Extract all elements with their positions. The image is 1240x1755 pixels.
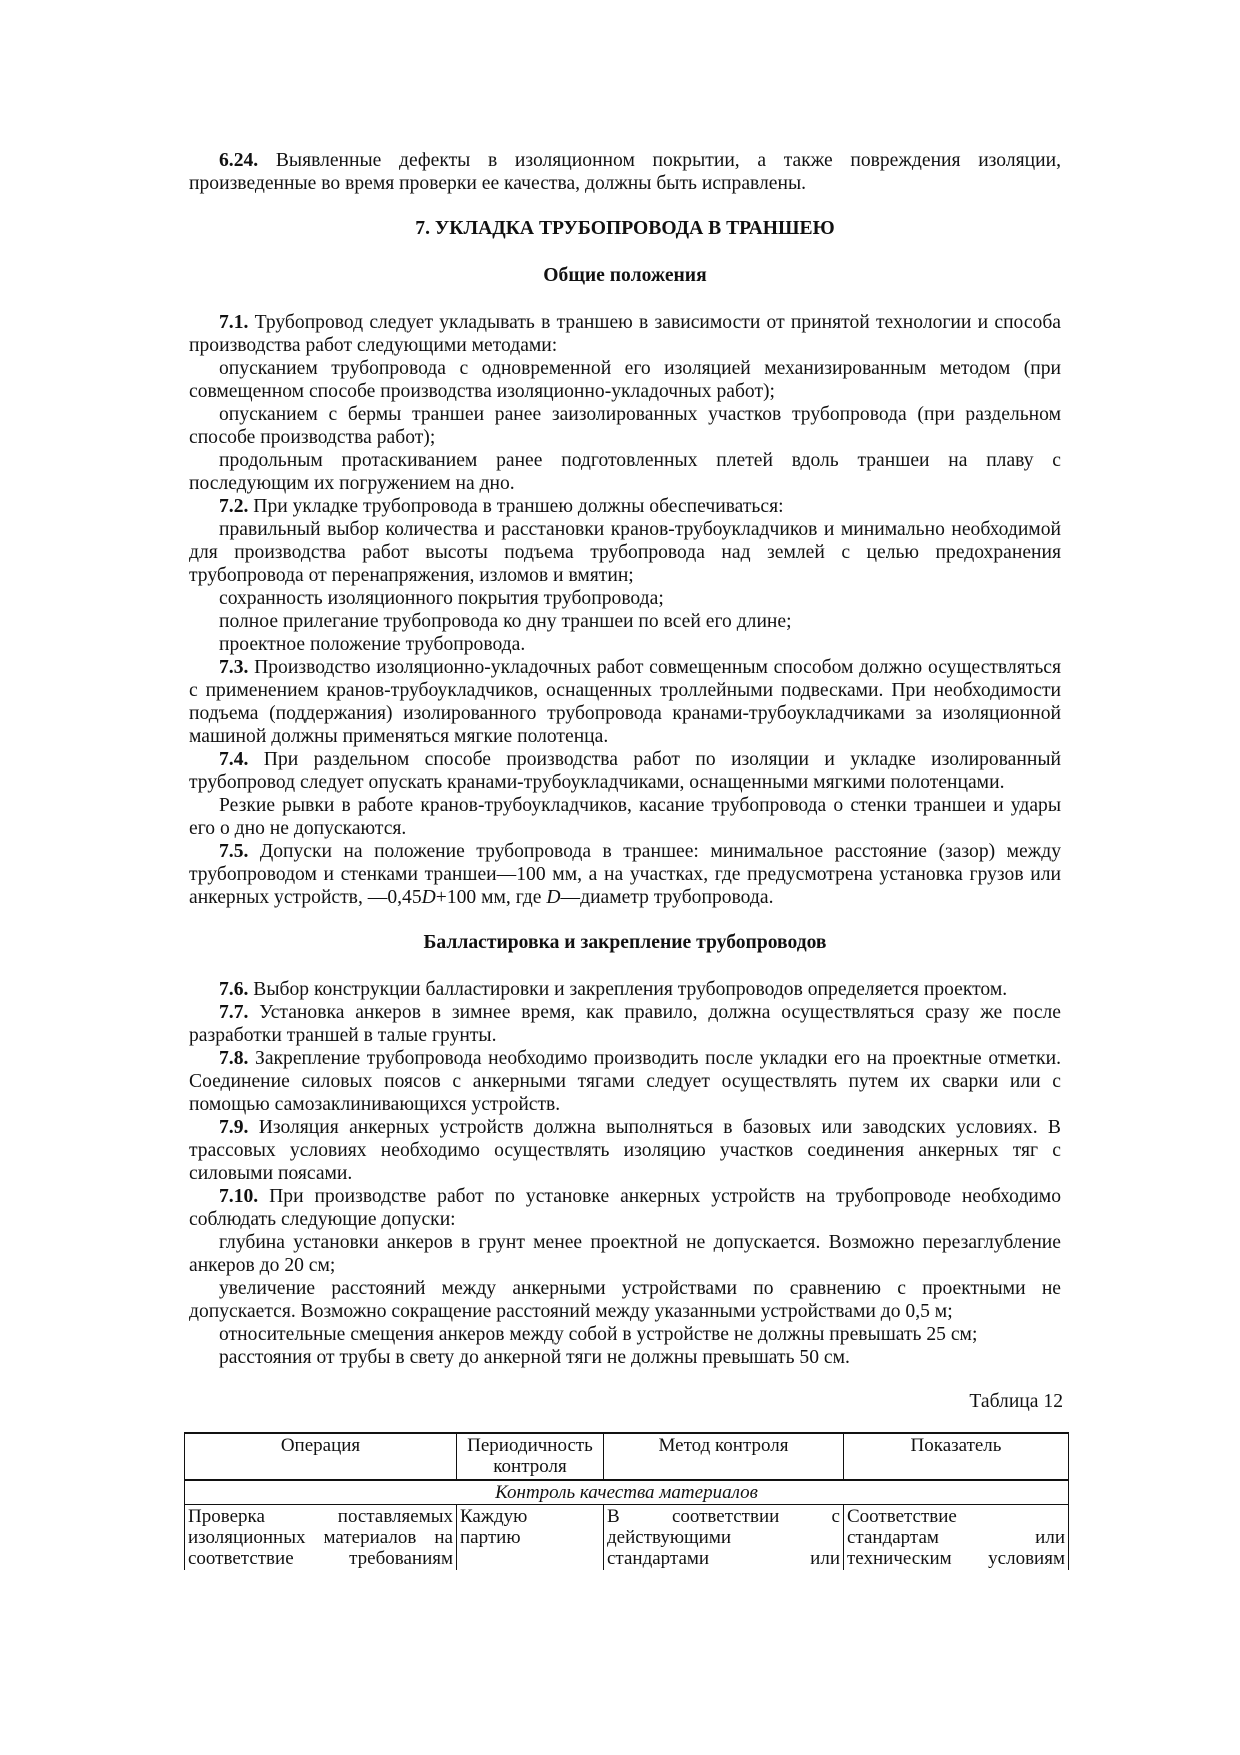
- clause-number: 7.1.: [219, 312, 249, 333]
- clause-text: Закрепление трубопровода необходимо производить после укладки его на проектные отметки. Соединение силовых поясов с анкерными тягами следует осуществлять путем их сварки или с помощью самозаклинивающихся устройств.: [189, 1048, 1061, 1115]
- clause-number: 7.6.: [219, 979, 249, 1000]
- list-item: продольным протаскиванием ранее подготовленных плетей вдоль траншеи на плаву с последующим их погружением на дно.: [189, 450, 1061, 494]
- cell-line: техническим условиям: [847, 1548, 1065, 1569]
- column-header: Периодичность контроля: [457, 1433, 604, 1480]
- section-7-title: 7. УКЛАДКА ТРУБОПРОВОДА В ТРАНШЕЮ: [415, 218, 835, 239]
- cell-line: действующими: [607, 1527, 732, 1548]
- list-item: Резкие рывки в работе кранов-трубоукладчиков, касание трубопровода о стенки траншеи и удары его о дно не допускаются.: [189, 795, 1061, 839]
- clause-text: Установка анкеров в зимнее время, как правило, должна осуществляться сразу же после разработки траншей в талые грунты.: [189, 1002, 1061, 1046]
- paragraph-7-2: [189, 495, 1061, 518]
- clause-text: Выбор конструкции балластировки и закрепления трубопроводов определяется проектом.: [248, 979, 1008, 1000]
- clause-text: Трубопровод следует укладывать в траншею в зависимости от принятой технологии и способа производства работ следующими методами:: [189, 312, 1061, 356]
- table-12: [184, 1432, 1069, 1570]
- cell-line: партию: [460, 1527, 521, 1548]
- subsection-ballast-title: Балластировка и закрепление трубопроводов: [423, 932, 827, 953]
- clause-number: 7.9.: [219, 1117, 249, 1138]
- clause-number: 7.5.: [219, 841, 249, 862]
- clause-text: —диаметр трубопровода.: [560, 887, 774, 908]
- clause-number: 6.24.: [219, 150, 259, 171]
- table-cell: [185, 1505, 457, 1571]
- cell-line: изоляционных материалов на: [188, 1527, 453, 1548]
- list-item: полное прилегание трубопровода ко дну траншеи по всей его длине;: [219, 611, 792, 632]
- paragraph-7-5: [189, 840, 1061, 909]
- list-item: расстояния от трубы в свету до анкерной тяги не должны превышать 50 см.: [219, 1347, 850, 1368]
- paragraph-6-24: [189, 149, 1061, 195]
- list-item: опусканием с бермы траншеи ранее заизолированных участков трубопровода (при раздельном способе производства работ);: [189, 404, 1061, 448]
- clause-text: Выявленные дефекты в изоляционном покрытии, а также повреждения изоляции, произведенные во время проверки ее качества, должны быть исправлены.: [189, 150, 1061, 194]
- cell-line: стандартам или: [847, 1527, 1065, 1548]
- clause-text: Допуски на положение трубопровода в траншее: минимальное расстояние (зазор) между трубопроводом и стенками траншеи—100 мм, а на участках, где предусмотрена установка грузов или анкерных устройств, —0,45: [189, 841, 1061, 908]
- column-header: Показатель: [844, 1433, 1069, 1480]
- column-header: Метод контроля: [604, 1433, 844, 1480]
- paragraph-7-4: [189, 748, 1061, 794]
- list-item: правильный выбор количества и расстановки кранов-трубоукладчиков и минимально необходимой для производства работ высоты подъема трубопровода над землей с целью предохранения трубопровода от перенапряжения, изломов и вмятин;: [189, 519, 1061, 586]
- paragraph-7-1: [189, 311, 1061, 357]
- paragraph-7-7: [189, 1001, 1061, 1047]
- diameter-symbol: D: [546, 887, 561, 908]
- paragraph-7-3: [189, 656, 1061, 748]
- subsection-general-title: Общие положения: [543, 265, 707, 286]
- clause-number: 7.4.: [219, 749, 249, 770]
- clause-text: Изоляция анкерных устройств должна выполняться в базовых или заводских условиях. В трассовых условиях необходимо осуществлять изоляцию участков соединения анкерных тяг с силовыми поясами.: [189, 1117, 1061, 1184]
- diameter-symbol: D: [421, 887, 436, 908]
- cell-line: Проверка поставляемых: [188, 1506, 453, 1527]
- list-item: сохранность изоляционного покрытия трубопровода;: [219, 588, 664, 609]
- cell-line: В соответствии с: [607, 1506, 840, 1527]
- table-cell: [844, 1505, 1069, 1571]
- clause-text: Производство изоляционно-укладочных работ совмещенным способом должно осуществляться с применением кранов-трубоукладчиков, оснащенных троллейными подвесками. При необходимости подъема (поддержания) изолированного трубопровода кранами-трубоукладчиками за изоляционной машиной должны применяться мягкие полотенца.: [189, 657, 1061, 747]
- cell-line: Соответствие: [847, 1506, 957, 1527]
- table-section-label: Контроль качества материалов: [185, 1480, 1069, 1505]
- list-item: опусканием трубопровода с одновременной его изоляцией механизированным методом (при совмещенном способе производства изоляционно-укладочных работ);: [189, 358, 1061, 402]
- list-item: увеличение расстояний между анкерными устройствами по сравнению с проектными не допускается. Возможно сокращение расстояний между указанными устройствами до 0,5 м;: [189, 1278, 1061, 1322]
- list-item: относительные смещения анкеров между собой в устройстве не должны превышать 25 см;: [219, 1324, 978, 1345]
- table-header-row: [185, 1433, 1069, 1480]
- document-page: [188, 149, 1065, 1570]
- clause-text: +100 мм, где: [435, 887, 547, 908]
- clause-number: 7.8.: [219, 1048, 249, 1069]
- paragraph-7-10: [189, 1185, 1061, 1231]
- table-section-row: [185, 1480, 1069, 1505]
- table-row: [185, 1505, 1069, 1571]
- paragraph-7-9: [189, 1116, 1061, 1185]
- paragraph-7-6: [189, 978, 1061, 1001]
- column-header: Операция: [185, 1433, 457, 1480]
- list-item: проектное положение трубопровода.: [219, 634, 526, 655]
- clause-text: При производстве работ по установке анкерных устройств на трубопроводе необходимо соблюдать следующие допуски:: [189, 1186, 1061, 1230]
- table-cell: [457, 1505, 604, 1571]
- paragraph-7-8: [189, 1047, 1061, 1116]
- clause-number: 7.7.: [219, 1002, 249, 1023]
- clause-number: 7.3.: [219, 657, 249, 678]
- table-cell: [604, 1505, 844, 1571]
- table-caption: Таблица 12: [969, 1391, 1063, 1412]
- clause-text: При укладке трубопровода в траншею должны обеспечиваться:: [248, 496, 784, 517]
- clause-number: 7.2.: [219, 496, 249, 517]
- clause-text: При раздельном способе производства работ по изоляции и укладке изолированный трубопровод следует опускать кранами-трубоукладчиками, оснащенными мягкими полотенцами.: [189, 749, 1061, 793]
- cell-line: соответствие требованиям: [188, 1548, 453, 1569]
- cell-line: Каждую: [460, 1506, 528, 1527]
- list-item: глубина установки анкеров в грунт менее проектной не допускается. Возможно перезаглубление анкеров до 20 см;: [189, 1232, 1061, 1276]
- cell-line: стандартами или: [607, 1548, 840, 1569]
- clause-number: 7.10.: [219, 1186, 259, 1207]
